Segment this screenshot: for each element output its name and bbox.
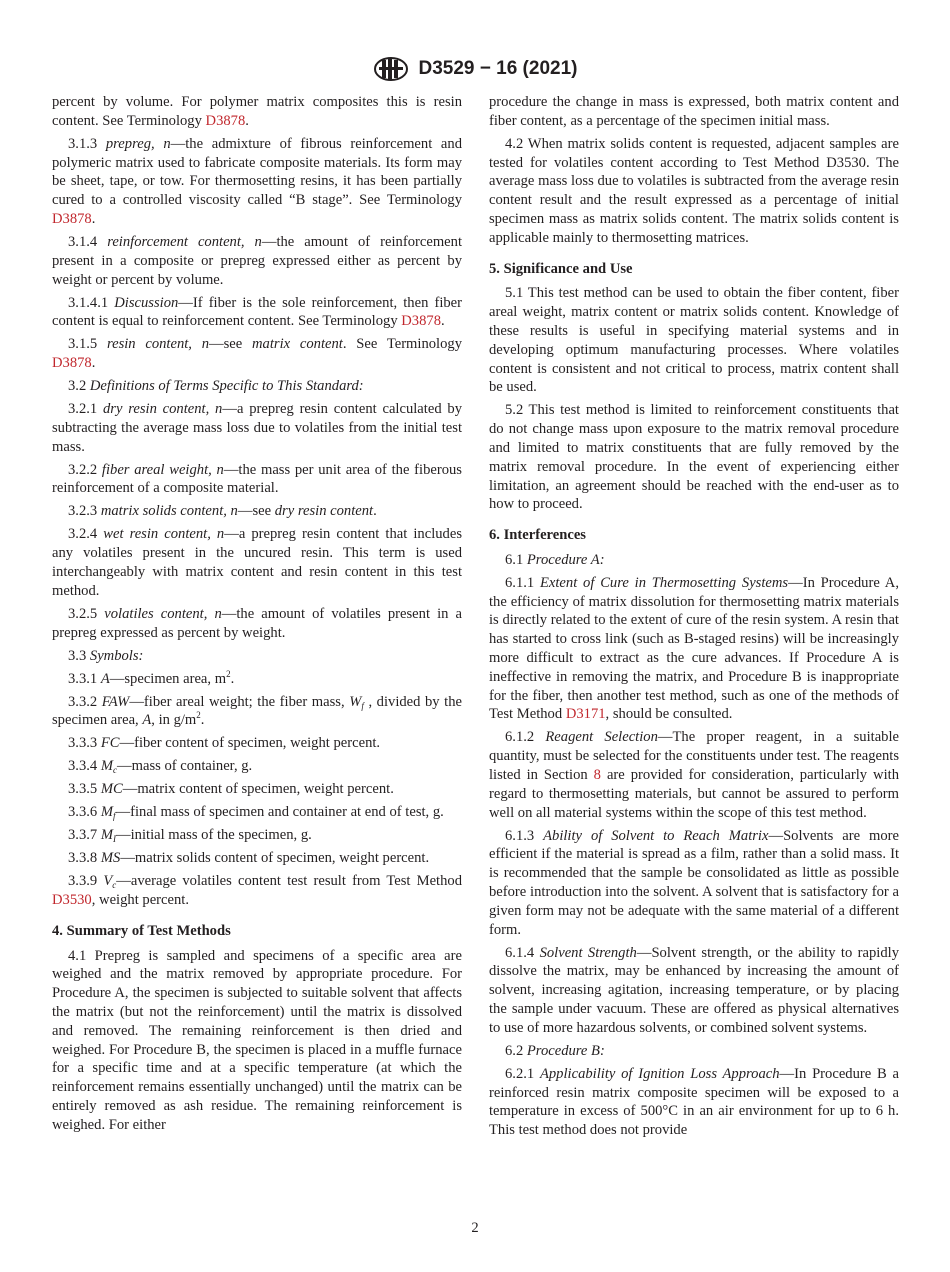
text-run: , in g/m (151, 712, 197, 729)
italic-term: fiber areal weight, n (101, 461, 224, 478)
text-run: 2 (196, 710, 201, 721)
paragraph (52, 335, 462, 373)
paragraph (489, 93, 899, 131)
paragraph (52, 780, 462, 799)
reference-link[interactable]: D3878 (205, 112, 246, 129)
paragraph (52, 757, 462, 776)
text-run: —initial mass of the specimen, g. (116, 827, 312, 844)
paragraph (52, 135, 462, 229)
italic-term: M (100, 827, 114, 844)
text-run: —matrix content of specimen, weight percent. (122, 781, 394, 798)
reference-link[interactable]: D3878 (52, 210, 92, 227)
text-run: 3.3.7 (68, 827, 101, 844)
italic-term: prepreg, n (105, 135, 171, 152)
reference-link[interactable]: 8 (593, 767, 601, 784)
text-run: 3.3.1 (68, 670, 101, 687)
reference-link[interactable]: D3878 (52, 355, 92, 372)
italic-term: matrix solids content, n (100, 503, 238, 520)
paragraph (489, 827, 899, 940)
text-run: . (91, 210, 96, 227)
italic-term: Procedure B: (526, 1042, 605, 1059)
text-run: 5.1 This test method can be used to obtain the fiber content, fiber areal weight, matrix content or matrix solids content. Knowledge of these results is useful in specifying material systems and in developing optimum manufacturing processes. Where volatiles content is consistent and not critical to process, matrix content shall be used. (489, 285, 899, 396)
text-run: —a prepreg resin content calculated by subtracting the average mass loss due to volatiles from the initial test mass. (52, 401, 462, 455)
text-run: procedure the change in mass is expressed, both matrix content and fiber content, as a percentage of the specimen initial mass. (489, 94, 899, 129)
paragraph (489, 944, 899, 1038)
italic-term: Extent of Cure in Thermosetting Systems (539, 574, 789, 591)
text-run: 3.3 (68, 647, 90, 664)
text-run: . (245, 112, 249, 129)
text-run: 5.2 This test method is limited to reinforcement constituents that do not change mass upon exposure to the matrix removal procedure and limited to matrix constituents that are fully removed by the matrix removal procedure. In the event of experiencing either limitation, an agreement should be reached with the end-user as to how to proceed. (489, 402, 899, 513)
text-run: f (113, 811, 116, 822)
text-run: 6.1.1 (505, 574, 540, 591)
paragraph (52, 693, 462, 731)
paragraph (489, 574, 899, 724)
page-number: 2 (471, 1220, 479, 1236)
paragraph (489, 284, 899, 397)
italic-term: resin content, n (106, 336, 210, 353)
text-run: 4.2 When matrix solids content is requested, adjacent samples are tested for volatiles content according to Test Method D3530. The average mass loss due to volatiles is subtracted from the average resin content result and the result expressed as a percentage of initial specimen mass as matrix solids content. The matrix solids content is applicable mainly to thermosetting matrices. (489, 135, 899, 246)
italic-term: Solvent Strength (539, 944, 637, 961)
text-run: 6.2.1 (505, 1065, 540, 1082)
paragraph (52, 377, 462, 396)
text-run: 4. Summary of Test Methods (52, 922, 231, 939)
document-designation: D3529 − 16 (2021) (418, 58, 578, 79)
italic-term: Symbols: (89, 647, 144, 664)
italic-term: Definitions of Terms Specific to This Standard: (89, 378, 364, 395)
text-run: 3.1.4 (68, 233, 108, 250)
text-run: —If fiber is the sole reinforcement, then fiber content is equal to reinforcement content. See Terminology (52, 294, 463, 330)
italic-term: Applicability of Ignition Loss Approach (539, 1065, 780, 1082)
reference-link[interactable]: D3530 (52, 892, 92, 909)
text-run: c (113, 765, 118, 776)
text-run: , divided by the specimen area, (52, 693, 462, 729)
text-run: —the amount of volatiles present in a prepreg expressed as percent by weight. (52, 605, 462, 641)
text-run: . See Terminology (342, 336, 462, 353)
italic-term: A (100, 670, 110, 687)
text-run: percent by volume. For polymer matrix composites this is resin content. See Terminology (52, 94, 462, 129)
text-run: —the amount of reinforcement present in a composite or prepreg expressed either as percent by weight or percent by volume. (52, 233, 462, 288)
section-heading (489, 260, 899, 279)
text-run: , should be consulted. (605, 706, 733, 723)
italic-term: Ability of Solvent to Reach Matrix (543, 827, 769, 844)
text-run: —a prepreg resin content that includes any volatiles present in the uncured resin. This term is used interchangeably with matrix content and resin content in this test method. (52, 526, 462, 599)
paragraph (52, 461, 462, 499)
paragraph (52, 849, 462, 868)
paragraph (52, 803, 462, 822)
text-run: —the admixture of fibrous reinforcement and polymeric matrix used to fabricate composite materials. Its form may be sheet, tape, or tow. For thermosetting resins, it has been partially cured to a controlled viscosity called “B stage”. See Terminology (52, 135, 463, 209)
paragraph (52, 233, 462, 289)
reference-link[interactable]: D3878 (401, 313, 441, 330)
italic-term: Discussion (114, 294, 179, 311)
text-run: —the mass per unit area of the fiberous reinforcement of a composite material. (52, 461, 462, 497)
text-run: 6.1.4 (505, 944, 540, 961)
text-run: —matrix solids content of specimen, weight percent. (120, 850, 430, 867)
text-run: —average volatiles content test result from Test Method (116, 873, 462, 890)
paragraph (52, 947, 462, 1135)
text-run: 3.1.3 (68, 135, 106, 152)
text-run: 6. Interferences (489, 527, 586, 544)
paragraph (489, 551, 899, 570)
italic-term: reinforcement content, n (107, 233, 262, 250)
text-run: are provided for consideration, particularly with regard to thermosetting materials, but cannot be assured to perform well on all material systems within the scope of this test method. (489, 767, 899, 821)
paragraph (489, 135, 899, 248)
paragraph (489, 401, 899, 514)
text-run: 3.2.1 (68, 401, 103, 418)
text-run: . (230, 670, 235, 687)
italic-term: MC (100, 781, 123, 798)
paragraph (52, 525, 462, 600)
italic-term: Procedure A: (526, 551, 605, 568)
paragraph (52, 670, 462, 689)
text-run: 4.1 Prepreg is sampled and specimens of a specific area are weighed and the matrix removed by appropriate procedure. For Procedure A, the specimen is subjected to suitable solvent that affects the matrix (but not the reinforcement) until the matrix is dissolved and removed. The remaining reinforcement is then dried and weighed. For Procedure B, the specimen is placed in a muffle furnace for a specific time and at a specific temperature (at which the reinforcement remains essentially unchanged) until the matrix can be entirely removed as ash residue. The remaining reinforcement is weighed. For either (52, 947, 462, 1133)
paragraph (489, 1065, 899, 1140)
italic-term: matrix content (252, 336, 343, 353)
text-run: f (361, 700, 364, 711)
italic-term: FAW (101, 693, 130, 710)
text-run: 6.2 (505, 1042, 527, 1059)
reference-link[interactable]: D3171 (565, 706, 606, 723)
paragraph (52, 647, 462, 666)
text-run: 3.3.3 (68, 735, 101, 752)
italic-term: V (103, 873, 113, 890)
astm-logo-icon (373, 56, 409, 82)
paragraph (52, 605, 462, 643)
text-run: I (113, 834, 117, 845)
text-run: —Solvent strength, or the ability to rapidly dissolve the matrix, may be enhanced by increasing the amount of solvent, increasing agitation, increasing temperature, or by placing the sample under vacuum. These are offered as physical alternatives to use of more hazardous solvents, or combined solvent systems. (489, 944, 899, 1036)
section-heading (489, 526, 899, 545)
text-run: 5. Significance and Use (489, 260, 633, 277)
paragraph (52, 294, 462, 332)
text-run: —The proper reagent, in a suitable quantity, must be selected for the constituents under test. The reagents listed in Section (489, 729, 900, 784)
text-run: 6.1.3 (505, 827, 544, 844)
paragraph (489, 728, 899, 822)
text-run: 3.1.5 (68, 336, 107, 353)
paragraph (52, 734, 462, 753)
italic-term: M (100, 758, 114, 775)
text-run: 3.2 (68, 378, 90, 395)
text-run: . (373, 503, 377, 520)
text-run: —fiber content of specimen, weight percent. (119, 735, 381, 752)
text-run: 3.2.3 (68, 503, 101, 520)
italic-term: wet resin content, n (103, 526, 225, 543)
paragraph (489, 1042, 899, 1061)
text-run: —mass of container, g. (117, 758, 253, 775)
text-run: —fiber areal weight; the fiber mass, (129, 693, 350, 710)
text-run: 3.3.4 (68, 758, 101, 775)
right-column (489, 93, 899, 1144)
text-run: 3.3.2 (68, 693, 102, 710)
text-run: —In Procedure A, the efficiency of matrix dissolution for thermosetting matrix materials is directly related to the extent of cure of the resin system. A resin that has started to cross link (such as B-staged resins) will be increasingly more difficult to extract as the cure advances. If Procedure A is ineffective in removing the matrix, and Procedure B is inappropriate for the fiber, then another test method, such as one of the methods of Test Method (489, 574, 899, 723)
section-heading (52, 922, 462, 941)
paragraph (52, 826, 462, 845)
left-column (52, 93, 462, 1139)
italic-term: MS (100, 850, 121, 867)
paragraph (52, 872, 462, 910)
text-run: 6.1.2 (505, 729, 546, 746)
italic-term: W (349, 693, 362, 710)
italic-term: Reagent Selection (545, 729, 658, 746)
text-run: . (91, 355, 96, 372)
italic-term: dry resin content, n (102, 401, 223, 418)
text-run: 3.3.5 (68, 781, 101, 798)
italic-term: volatiles content, n (104, 605, 222, 622)
text-run: —final mass of specimen and container at end of test, g. (115, 804, 444, 821)
text-run: —see (237, 503, 275, 520)
text-run: 6.1 (505, 551, 527, 568)
italic-term: M (100, 804, 114, 821)
paragraph (52, 502, 462, 521)
italic-term: FC (100, 735, 120, 752)
text-run: —specimen area, m (109, 670, 227, 687)
text-run: c (112, 880, 117, 891)
text-run: . (441, 313, 445, 330)
text-run: —Solvents are more efficient if the material is spread as a film, rather than a solid mass. It is recommended that the sample be consolidated as little as possible before introduction into the solvent. A solvent that is satisfactory for a given form may not be adequate with the same material of a different form. (489, 827, 899, 938)
text-run: , weight percent. (91, 892, 189, 909)
paragraph (52, 400, 462, 456)
text-run: 3.2.5 (68, 605, 105, 622)
text-run: 3.3.6 (68, 804, 101, 821)
text-run: 3.1.4.1 (68, 294, 115, 311)
page-header (0, 56, 950, 82)
italic-term: dry resin content (274, 503, 374, 520)
paragraph (52, 93, 462, 131)
text-run: 2 (226, 668, 231, 679)
text-run: 3.2.4 (68, 526, 104, 543)
text-run: . (200, 712, 205, 729)
text-run: 3.3.8 (68, 850, 101, 867)
italic-term: A (142, 712, 152, 729)
text-run: —In Procedure B a reinforced resin matrix composite specimen will be exposed to a temperature in excess of 500°C in an air environment for up to 6 h. This test method does not provide (489, 1065, 899, 1139)
text-run: 3.2.2 (68, 461, 102, 478)
text-run: —see (209, 336, 253, 353)
text-run: 3.3.9 (68, 873, 104, 890)
